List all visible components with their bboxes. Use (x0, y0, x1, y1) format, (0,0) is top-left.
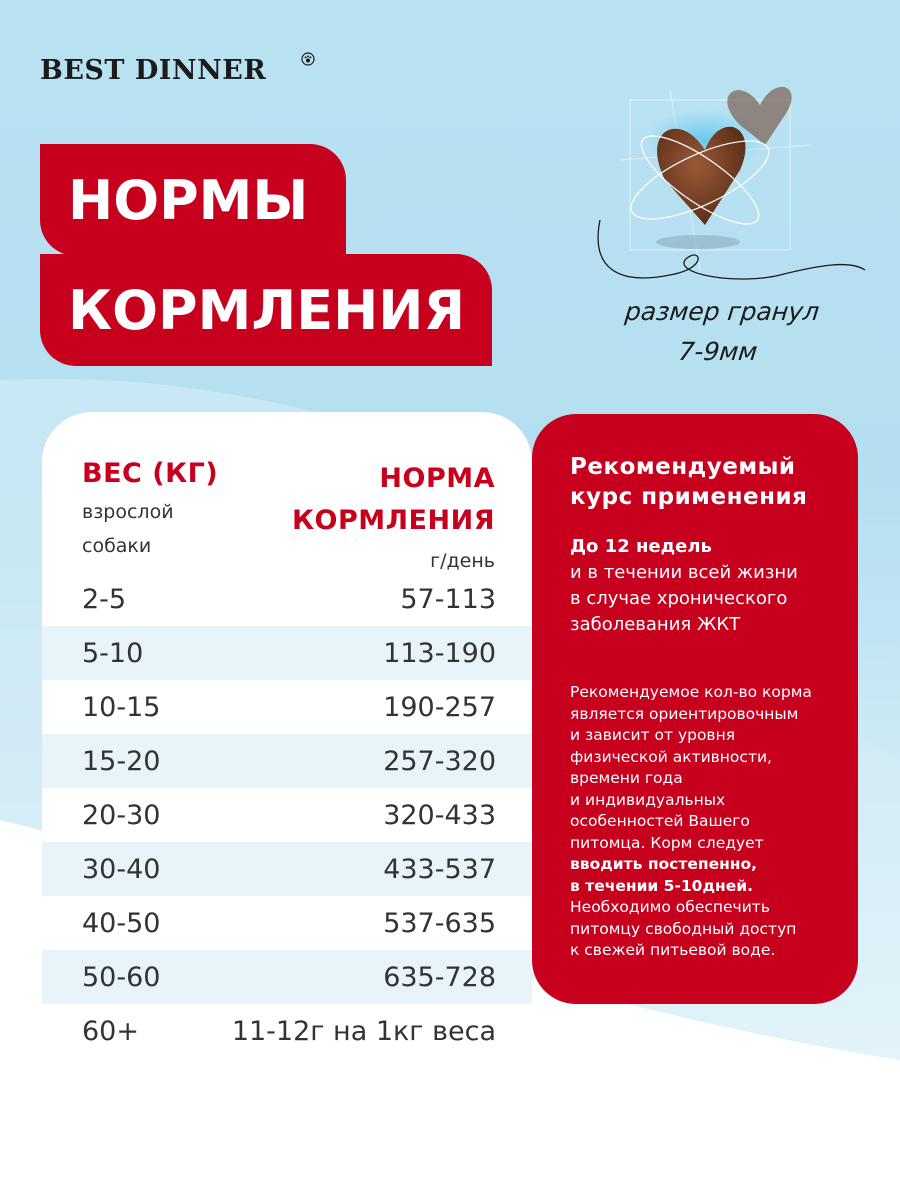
note-line: времени года (570, 769, 683, 787)
row-weight: 20-30 (82, 799, 161, 831)
course-title-line-2: курс применения (570, 484, 808, 510)
title-line-1: НОРМЫ (40, 144, 346, 256)
brand-logo: BEST DINNER (40, 55, 267, 86)
weight-column-header (82, 458, 218, 563)
table-row (42, 788, 532, 842)
table-row (42, 950, 532, 1004)
norm-header-unit: г/день (430, 550, 495, 572)
table-row (42, 626, 532, 680)
course-title (570, 452, 838, 512)
note-line: и зависит от уровня (570, 726, 736, 744)
weight-header-label: ВЕС (КГ) (82, 458, 219, 489)
row-norm: 113-190 (383, 637, 496, 669)
row-norm: 257-320 (383, 745, 496, 777)
course-title-line-1: Рекомендуемый (570, 454, 796, 480)
norm-header-line-2: КОРМЛЕНИЯ (291, 505, 495, 536)
course-duration-line-2: и в течении всей жизни (570, 562, 798, 583)
course-duration-bold: До 12 недель (570, 536, 712, 557)
row-norm: 433-537 (383, 853, 496, 885)
course-duration-line-3: в случае хронического (570, 588, 788, 609)
weight-header-sub-line-2: собаки (82, 535, 152, 557)
row-weight: 60+ (82, 1015, 139, 1047)
table-row (42, 734, 532, 788)
course-duration (570, 534, 838, 638)
row-weight: 10-15 (82, 691, 161, 723)
note-bold-line: вводить постепенно, (570, 855, 758, 873)
row-weight: 50-60 (82, 961, 161, 993)
row-norm: 57-113 (400, 583, 496, 615)
table-row (42, 896, 532, 950)
note-line: питомцу свободный доступ (570, 919, 797, 938)
recommended-course-card (532, 414, 858, 1004)
note-line: физической активности, (570, 747, 772, 766)
title-line-2: КОРМЛЕНИЯ (40, 254, 492, 366)
row-norm: 320-433 (383, 799, 496, 831)
note-line: к свежей питьевой воде. (570, 941, 776, 959)
feeding-table-rows (42, 572, 532, 1058)
row-weight: 30-40 (82, 853, 161, 885)
row-norm: 635-728 (383, 961, 496, 993)
row-norm: 537-635 (383, 907, 496, 939)
table-row (42, 572, 532, 626)
row-weight: 5-10 (82, 637, 144, 669)
row-weight: 2-5 (82, 583, 127, 615)
table-row (42, 1004, 532, 1058)
note-line: Рекомендуемое кол-во корма (570, 683, 812, 701)
paw-icon (301, 52, 315, 66)
granule-illustration (580, 70, 870, 310)
row-norm: 11-12г на 1кг веса (231, 1015, 496, 1047)
granule-size-caption (596, 292, 844, 372)
row-weight: 15-20 (82, 745, 161, 777)
norm-column-header (292, 458, 495, 572)
row-norm: 190-257 (383, 691, 496, 723)
feeding-note (570, 682, 838, 962)
note-bold-line: в течении 5-10дней. (570, 876, 753, 895)
row-weight: 40-50 (82, 907, 161, 939)
table-row (42, 680, 532, 734)
note-line: и индивидуальных (570, 790, 726, 809)
weight-header-sub-line-1: взрослой (82, 501, 174, 523)
note-line: является ориентировочным (570, 704, 799, 723)
table-row (42, 842, 532, 896)
note-line: питомца. Корм следует (570, 833, 764, 852)
granule-caption-line-1: размер гранул (623, 297, 821, 326)
granule-caption-line-2: 7-9мм (677, 337, 759, 366)
norm-header-line-1: НОРМА (379, 463, 495, 494)
note-line: Необходимо обеспечить (570, 898, 770, 916)
course-duration-line-4: заболевания ЖКТ (570, 614, 741, 635)
note-line: особенностей Вашего (570, 812, 750, 830)
weight-header-sub (82, 495, 218, 563)
